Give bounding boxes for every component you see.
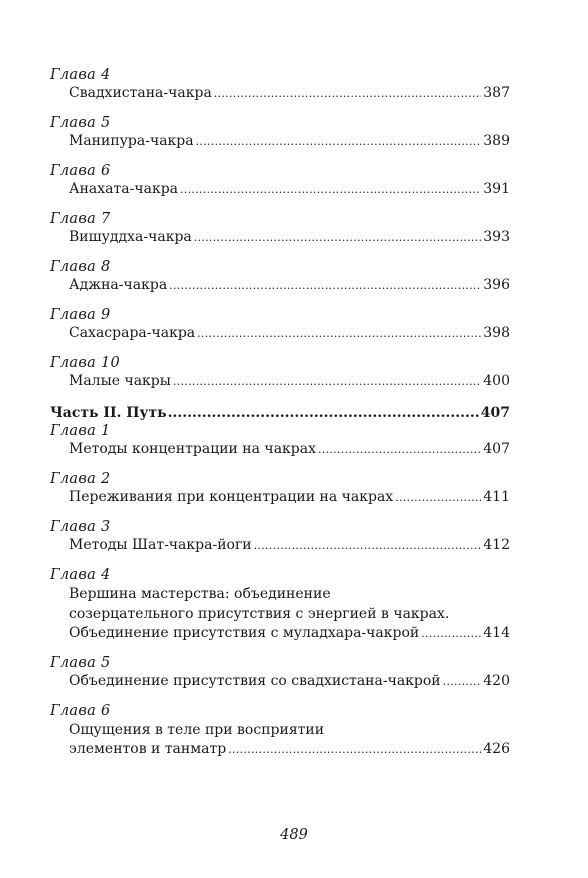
- chapter-label: Глава 2: [50, 471, 111, 487]
- entry-page: 391: [483, 181, 510, 197]
- toc-entry-link[interactable]: [50, 324, 510, 342]
- toc-chapter: [50, 66, 510, 102]
- entry-title: Методы концентрации на чакрах: [69, 441, 316, 457]
- dot-leader: [197, 325, 481, 343]
- chapter-label: Глава 5: [50, 655, 111, 671]
- entry-page: 396: [483, 277, 510, 293]
- dot-leader: [254, 537, 482, 555]
- toc-chapter: [50, 258, 510, 294]
- entry-title-line: Вершина мастерства: объединение: [69, 586, 331, 602]
- dot-leader: [196, 133, 482, 151]
- entry-title: Методы Шат-чакра-йоги: [69, 537, 252, 553]
- entry-title: Свадхистана-чакра: [69, 85, 212, 101]
- toc-entry-link[interactable]: [50, 372, 510, 390]
- toc-chapter: [50, 422, 510, 458]
- entry-page: 420: [483, 673, 510, 689]
- entry-title: Вишуддха-чакра: [69, 229, 192, 245]
- entry-title: Аджна-чакра: [69, 277, 168, 293]
- chapter-label: Глава 4: [50, 67, 111, 83]
- dot-leader: [395, 489, 481, 507]
- toc-entry-link[interactable]: [50, 180, 510, 198]
- toc-entry-link[interactable]: [50, 440, 510, 458]
- entry-page: 389: [483, 133, 510, 149]
- chapter-label: Глава 7: [50, 211, 111, 227]
- entry-title: Переживания при концентрации на чакрах: [69, 489, 394, 505]
- dot-leader: [180, 181, 481, 199]
- entry-title: Объединение присутствия со свадхистана-чакрой: [69, 673, 441, 689]
- table-of-contents: [50, 66, 510, 758]
- toc-entry-link[interactable]: [50, 84, 510, 102]
- toc-chapter: [50, 470, 510, 506]
- entry-title-line: Ощущения в теле при восприятии: [69, 722, 325, 738]
- dot-leader: [214, 85, 481, 103]
- dot-leader: [318, 441, 481, 459]
- toc-chapter: [50, 162, 510, 198]
- toc-chapter: [50, 306, 510, 342]
- entry-title: Сахасрара-чакра: [69, 325, 196, 341]
- chapter-label: Глава 6: [50, 703, 111, 719]
- toc-entry-link[interactable]: [50, 536, 510, 554]
- chapter-label: Глава 6: [50, 163, 111, 179]
- toc-entry-link[interactable]: [50, 132, 510, 150]
- toc-chapter: [50, 518, 510, 554]
- entry-page: 412: [483, 537, 510, 553]
- toc-entry-link[interactable]: [50, 624, 510, 642]
- toc-chapter: [50, 114, 510, 150]
- chapter-label: Глава 5: [50, 115, 111, 131]
- chapter-label: Глава 10: [50, 355, 121, 371]
- dot-leader: [194, 229, 482, 247]
- dot-leader: [421, 625, 481, 643]
- toc-chapter: [50, 566, 510, 642]
- toc-chapter: [50, 654, 510, 690]
- entry-title-line: созерцательного присутствия с энергией в чакрах.: [69, 606, 450, 622]
- entry-page: 426: [483, 741, 510, 757]
- entry-title: элементов и танматр: [69, 741, 227, 757]
- toc-chapter: [50, 702, 510, 758]
- entry-page: 411: [483, 489, 510, 505]
- toc-part-heading[interactable]: [50, 404, 510, 422]
- entry-title: Анахата-чакра: [69, 181, 179, 197]
- toc-entry-link[interactable]: [50, 740, 510, 758]
- toc-entry-link[interactable]: [50, 228, 510, 246]
- chapter-label: Глава 8: [50, 259, 111, 275]
- chapter-label: Глава 1: [50, 423, 111, 439]
- entry-title: Объединение присутствия с муладхара-чакрой: [69, 625, 420, 641]
- entry-page: 398: [483, 325, 510, 341]
- entry-page: 393: [483, 229, 510, 245]
- part-title: Часть II. Путь: [50, 405, 167, 421]
- chapter-label: Глава 4: [50, 567, 111, 583]
- toc-chapter: [50, 210, 510, 246]
- entry-page: 414: [483, 625, 510, 641]
- entry-page: 407: [483, 441, 510, 457]
- entry-page: 400: [483, 373, 510, 389]
- part-page: 407: [480, 405, 510, 421]
- toc-chapter: [50, 354, 510, 390]
- chapter-label: Глава 9: [50, 307, 111, 323]
- entry-title: Манипура-чакра: [69, 133, 194, 149]
- dot-leader: [173, 373, 481, 391]
- toc-entry-link[interactable]: [50, 276, 510, 294]
- chapter-label: Глава 3: [50, 519, 111, 535]
- dot-leader: [168, 404, 480, 422]
- toc-entry-link[interactable]: [50, 672, 510, 690]
- dot-leader: [443, 673, 482, 691]
- entry-page: 387: [483, 85, 510, 101]
- toc-entry-link[interactable]: [50, 488, 510, 506]
- dot-leader: [228, 741, 481, 759]
- dot-leader: [169, 277, 481, 295]
- entry-title: Малые чакры: [69, 373, 171, 389]
- page-number: 489: [280, 827, 308, 843]
